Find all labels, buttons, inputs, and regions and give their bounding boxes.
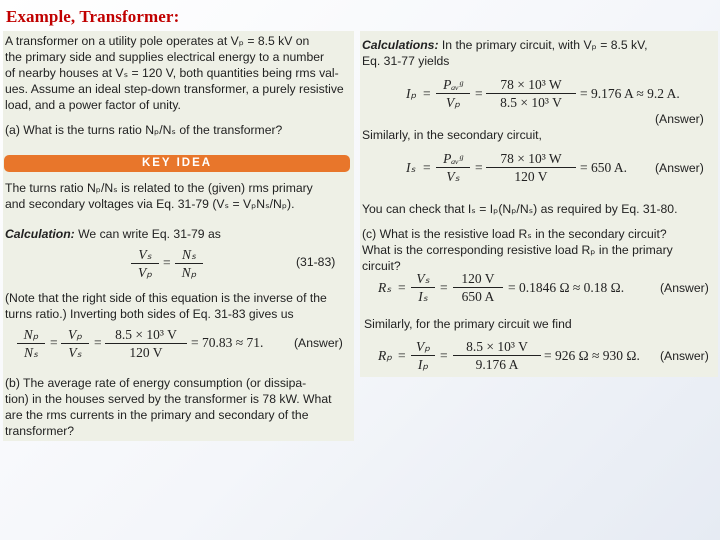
calculation-text: We can write Eq. 31-79 as — [74, 227, 221, 241]
fraction — [105, 327, 187, 360]
equals-sign: = — [94, 335, 102, 350]
lhs: Rₛ — [378, 280, 392, 295]
note-line: turns ratio.) Inverting both sides of Eq. 31-83 gives us — [5, 307, 294, 321]
denominator: 650 A — [461, 289, 495, 304]
fraction — [411, 339, 435, 372]
lhs: Iₚ — [406, 86, 417, 101]
denominator: 8.5 × 10³ V — [500, 95, 562, 110]
result: = 650 A. — [580, 160, 627, 175]
part-c-line: (c) What is the resistive load Rₛ in the secondary circuit? — [362, 227, 667, 241]
primary-current-equation — [406, 77, 712, 113]
numerator: 120 V — [453, 271, 503, 288]
left-textbook-page — [3, 31, 354, 441]
lhs: Rₚ — [378, 348, 393, 363]
secondary-current-equation — [406, 151, 712, 187]
denominator: Vₛ — [68, 345, 82, 360]
numerator: Vₛ — [411, 271, 435, 288]
denominator: Vₛ — [446, 169, 460, 184]
similarly-text: Similarly, in the secondary circuit, — [362, 128, 542, 142]
fraction — [453, 271, 503, 304]
calculations-label: Calculations: — [362, 38, 439, 52]
key-idea-banner: KEY IDEA — [4, 155, 350, 172]
primary-resistance-equation — [378, 339, 714, 375]
numerator: 8.5 × 10³ V — [453, 339, 541, 356]
similarly-text: Similarly, for the primary circuit we find — [364, 317, 572, 331]
part-b-line: transformer? — [5, 424, 75, 438]
equation-number: (31-83) — [296, 255, 336, 269]
equals-sign: = — [440, 280, 448, 295]
numerator: 78 × 10³ W — [486, 151, 576, 168]
part-c-line: circuit? — [362, 259, 401, 273]
answer-label: (Answer) — [655, 161, 704, 175]
problem-line: the primary side and supplies electrical energy to a number — [5, 50, 325, 64]
lhs: Iₛ — [406, 160, 416, 175]
key-idea-line: and secondary voltages via Eq. 31-79 (Vₛ = VₚNₛ/Nₚ). — [5, 197, 295, 211]
denominator: 9.176 A — [475, 357, 519, 372]
denominator: Vₚ — [445, 95, 461, 110]
calculations-text: In the primary circuit, with Vₚ = 8.5 kV, — [438, 38, 648, 52]
answer-label: (Answer) — [294, 336, 343, 350]
part-b-line: (b) The average rate of energy consumption (or dissipa- — [5, 376, 307, 390]
numerator: 8.5 × 10³ V — [105, 327, 187, 344]
fraction — [17, 327, 45, 360]
fraction — [486, 77, 576, 110]
equals-sign: = — [398, 280, 406, 295]
numerator: Pₐᵥᵍ — [436, 77, 470, 94]
denominator: Nₚ — [181, 265, 197, 280]
slide-title: Example, Transformer: — [6, 7, 180, 26]
numerator: 78 × 10³ W — [486, 77, 576, 94]
check-text: You can check that Iₛ = Iₚ(Nₚ/Nₛ) as required by Eq. 31-80. — [362, 202, 678, 216]
problem-line: of nearby houses at Vₛ = 120 V, both quantities being rms val- — [5, 66, 339, 80]
note-line: (Note that the right side of this equation is the inverse of the — [5, 291, 327, 305]
numerator: Vₛ — [131, 247, 159, 264]
calculations-intro — [362, 37, 712, 53]
secondary-resistance-equation — [378, 271, 714, 307]
result: = 0.1846 Ω ≈ 0.18 Ω. — [508, 280, 625, 295]
equals-sign: = — [423, 160, 431, 175]
denominator: 120 V — [129, 345, 163, 360]
part-c-line: What is the corresponding resistive load Rₚ in the primary — [362, 243, 673, 257]
fraction — [436, 151, 470, 184]
problem-line: load, and a power factor of unity. — [5, 98, 181, 112]
right-textbook-page — [360, 31, 718, 377]
equals-sign: = — [423, 86, 431, 101]
denominator: 120 V — [514, 169, 548, 184]
fraction — [175, 247, 203, 280]
answer-label: (Answer) — [660, 349, 709, 363]
fraction — [131, 247, 159, 280]
calculation-label: Calculation: — [5, 227, 75, 241]
fraction — [486, 151, 576, 184]
denominator: Nₛ — [23, 345, 39, 360]
denominator: Iₛ — [418, 289, 428, 304]
equals-sign: = — [398, 348, 406, 363]
result: = 70.83 ≈ 71. — [191, 335, 264, 350]
result: = 926 Ω ≈ 930 Ω. — [544, 348, 640, 363]
equals-sign: = — [440, 348, 448, 363]
answer-label: (Answer) — [655, 112, 704, 126]
equals-sign: = — [163, 255, 171, 270]
part-b-line: are the rms currents in the primary and secondary of the — [5, 408, 309, 422]
equals-sign: = — [475, 86, 483, 101]
numerator: Nₚ — [17, 327, 45, 344]
calculation-intro — [5, 226, 349, 242]
numerator: Vₚ — [61, 327, 89, 344]
equals-sign: = — [475, 160, 483, 175]
equation-31-83 — [131, 247, 351, 283]
turns-ratio-equation — [17, 327, 351, 365]
denominator: Vₚ — [137, 265, 153, 280]
problem-line: ues. Assume an ideal step-down transformer, a purely resistive — [5, 82, 344, 96]
key-idea-line: The turns ratio Nₚ/Nₛ is related to the (given) rms primary — [5, 181, 313, 195]
fraction — [453, 339, 541, 372]
part-b-line: tion) in the houses served by the transformer is 78 kW. What — [5, 392, 332, 406]
answer-label: (Answer) — [660, 281, 709, 295]
numerator: Vₚ — [411, 339, 435, 356]
fraction — [436, 77, 470, 110]
denominator: Iₚ — [417, 357, 429, 372]
part-a-question: (a) What is the turns ratio Nₚ/Nₛ of the transformer? — [5, 123, 283, 137]
fraction — [411, 271, 435, 304]
problem-line: A transformer on a utility pole operates at Vₚ = 8.5 kV on — [5, 34, 310, 48]
equals-sign: = — [50, 335, 58, 350]
numerator: Pₐᵥᵍ — [436, 151, 470, 168]
result: = 9.176 A ≈ 9.2 A. — [580, 86, 680, 101]
fraction — [61, 327, 89, 360]
calculations-text: Eq. 31-77 yields — [362, 54, 450, 68]
numerator: Nₛ — [175, 247, 203, 264]
